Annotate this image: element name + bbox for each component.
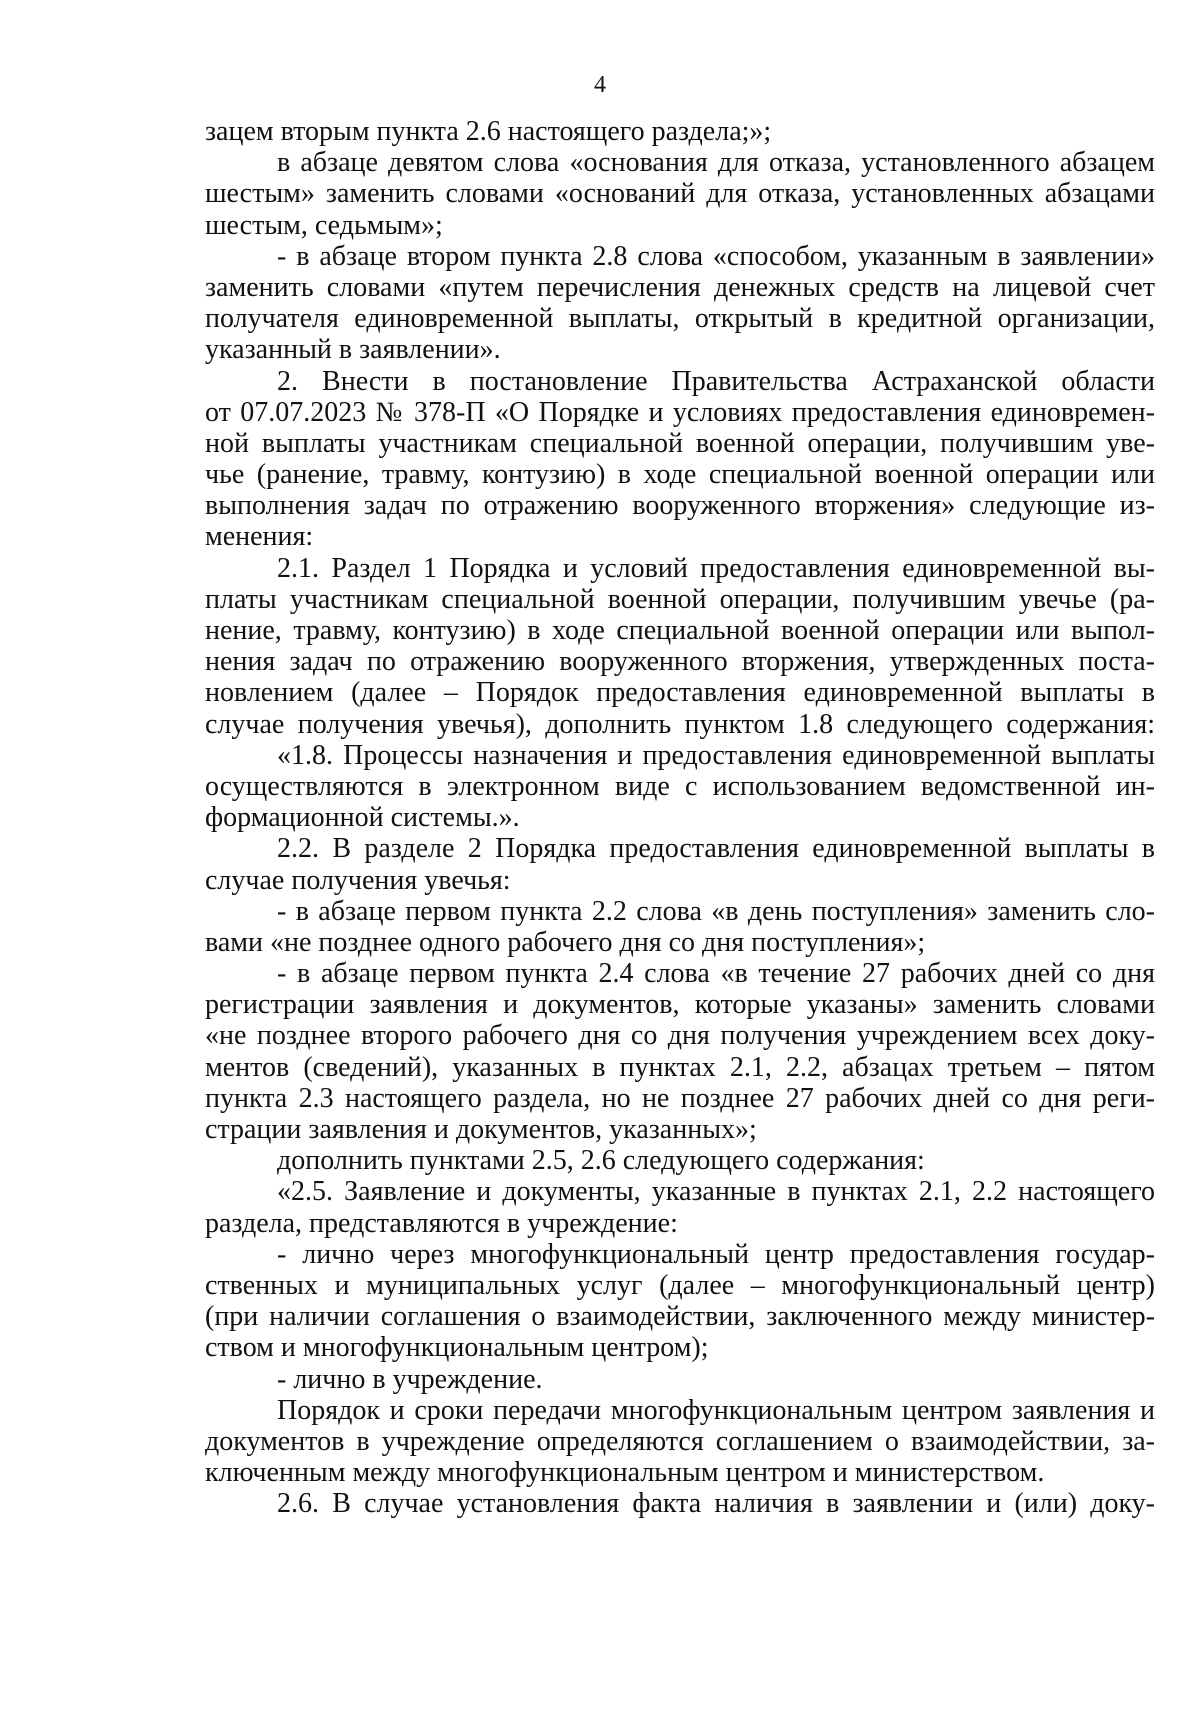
text-line: 2.1. Раздел 1 Порядка и условий предоставления единовременной вы- — [277, 552, 1155, 584]
text-line: случае получения увечья), дополнить пунктом 1.8 следующего содержания: — [205, 708, 1155, 740]
text-line: заменить словами «путем перечисления денежных средств на лицевой счет — [205, 271, 1155, 303]
text-line: зацем вторым пункта 2.6 настоящего раздела;»; — [205, 116, 772, 147]
text-line: регистрации заявления и документов, которые указаны» заменить словами — [205, 989, 1155, 1021]
text-line: ментов (сведений), указанных в пунктах 2.1, 2.2, абзацах третьем – пятом — [205, 1051, 1155, 1083]
text-line: (при наличии соглашения о взаимодействии, заключенного между министер- — [205, 1301, 1155, 1333]
text-line: нение, травму, контузию) в ходе специальной военной операции или выпол- — [205, 615, 1155, 646]
text-line: - в абзаце первом пункта 2.4 слова «в течение 27 рабочих дней со дня — [277, 958, 1155, 990]
text-line: «1.8. Процессы назначения и предоставления единовременной выплаты — [277, 739, 1155, 771]
text-line: - в абзаце первом пункта 2.2 слова «в день поступления» заменить сло- — [277, 895, 1155, 927]
text-line: шестым» заменить словами «оснований для отказа, установленных абзацами — [205, 178, 1155, 210]
text-line: новлением (далее – Порядок предоставления единовременной выплаты в — [205, 677, 1155, 709]
text-line: 2.6. В случае установления факта наличия в заявлении и (или) доку- — [277, 1488, 1155, 1520]
text-line: от 07.07.2023 № 378-П «О Порядке и условиях предоставления единовремен- — [205, 396, 1155, 428]
text-line: Порядок и сроки передачи многофункциональным центром заявления и — [277, 1394, 1155, 1426]
text-line: ключенным между многофункциональным центром и министерством. — [205, 1457, 1045, 1489]
text-line: платы участникам специальной военной операции, получившим увечье (ра- — [205, 583, 1155, 615]
text-line: - лично через многофункциональный центр предоставления государ- — [277, 1238, 1155, 1270]
text-line: пункта 2.3 настоящего раздела, но не позднее 27 рабочих дней со дня реги- — [205, 1082, 1155, 1114]
text-line: раздела, представляются в учреждение: — [205, 1207, 678, 1239]
text-line: ством и многофункциональным центром); — [205, 1332, 709, 1364]
text-line: случае получения увечья: — [205, 864, 511, 896]
text-line: 2.2. В разделе 2 Порядка предоставления единовременной выплаты в — [277, 833, 1155, 865]
text-line: указанный в заявлении». — [205, 334, 501, 366]
text-line: чье (ранение, травму, контузию) в ходе специальной военной операции или — [205, 459, 1155, 491]
text-line: - в абзаце втором пункта 2.8 слова «способом, указанным в заявлении» — [277, 240, 1155, 272]
text-line: документов в учреждение определяются соглашением о взаимодействии, за- — [205, 1425, 1155, 1457]
text-line: - лично в учреждение. — [277, 1363, 543, 1395]
text-line: формационной системы.». — [205, 802, 520, 834]
text-line: шестым, седьмым»; — [205, 209, 443, 241]
document-body — [205, 116, 1155, 1519]
text-line: вами «не позднее одного рабочего дня со дня поступления»; — [205, 926, 926, 958]
text-line: получателя единовременной выплаты, открытый в кредитной организации, — [205, 303, 1155, 335]
text-line: менения: — [205, 521, 314, 553]
text-line: нения задач по отражению вооруженного вторжения, утвержденных поста- — [205, 646, 1155, 678]
text-line: страции заявления и документов, указанных»; — [205, 1114, 757, 1145]
text-line: ственных и муниципальных услуг (далее – многофункциональный центр) — [205, 1269, 1155, 1301]
text-line: ной выплаты участникам специальной военной операции, получившим уве- — [205, 427, 1155, 459]
text-line: выполнения задач по отражению вооруженного вторжения» следующие из- — [205, 490, 1155, 522]
text-line: «2.5. Заявление и документы, указанные в пунктах 2.1, 2.2 настоящего — [277, 1176, 1155, 1208]
page-number: 4 — [594, 72, 606, 98]
text-line: дополнить пунктами 2.5, 2.6 следующего содержания: — [277, 1145, 925, 1177]
text-line: в абзаце девятом слова «основания для отказа, установленного абзацем — [277, 147, 1155, 179]
text-line: 2. Внести в постановление Правительства Астраханской области — [277, 365, 1155, 397]
text-line: «не позднее второго рабочего дня со дня получения учреждением всех доку- — [205, 1020, 1155, 1052]
text-line: осуществляются в электронном виде с использованием ведомственной ин- — [205, 770, 1155, 802]
